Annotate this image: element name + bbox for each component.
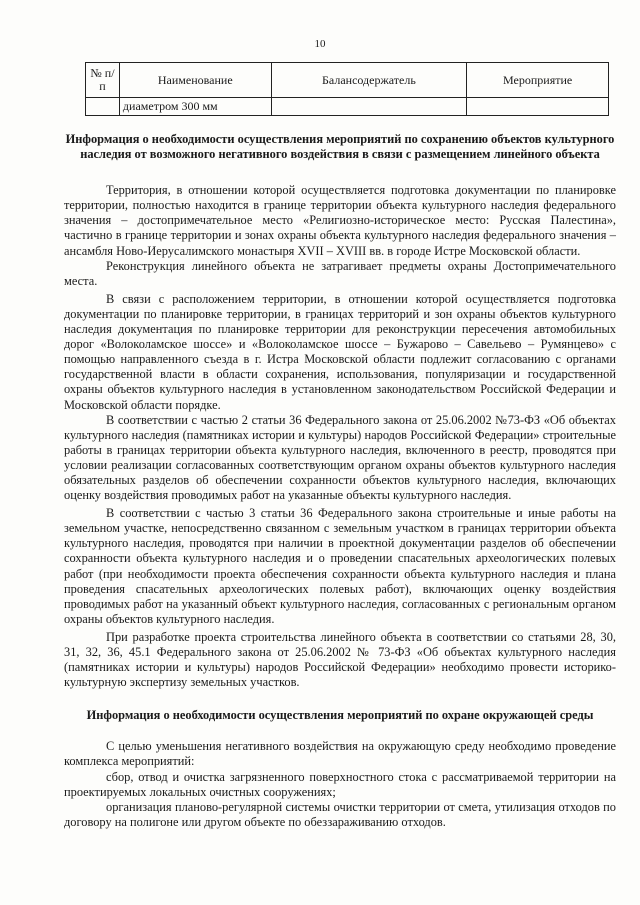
table-header-name: Наименование — [119, 63, 271, 98]
section-heading-environment: Информация о необходимости осуществления мероприятий по охране окружающей среды — [86, 708, 594, 723]
table-header-number: № п/п — [86, 63, 120, 98]
page-number: 10 — [314, 38, 326, 50]
paragraph: В соответствии с частью 2 статьи 36 Федерального закона от 25.06.2002 №73-ФЗ «Об объектах культурного наследия (памятниках истории и культуры) народов Российской Федерации» строительные работы в границах территории объекта культурного наследия, включенного в реестр, проводятся при условии реализации согласованных соответствующим органом охраны объектов культурного наследия обязательных разделов об обеспечении сохранности объектов культурного наследия, включающих оценку воздействия проводимых работ на указанные объекты культурного наследия. — [64, 412, 616, 503]
paragraph: сбор, отвод и очистка загрязненного поверхностного стока с рассматриваемой территории на проектируемых локальных очистных сооружениях; — [64, 769, 616, 799]
table-cell — [467, 98, 609, 116]
table-cell: диаметром 300 мм — [119, 98, 271, 116]
table-header-row — [86, 63, 609, 98]
paragraph: В соответствии с частью 3 статьи 36 Федерального закона строительные и иные работы на земельном участке, непосредственно связанном с земельным участком в границах территории объекта культурного наследия, проводятся при наличии в проектной документации разделов об обеспечении сохранности объекта культурного наследия и о проведении спасательных археологических полевых работ (при необходимости проекта обеспечения сохранности объекта культурного наследия и плана проведения спасательных археологических полевых работ), включающих оценку воздействия проводимых работ на указанный объект культурного наследия, согласованных с региональным органом охраны объектов культурного наследия. — [64, 506, 616, 626]
paragraph: В связи с расположением территории, в отношении которой осуществляется подготовка документации по планировке территории, в границах территорий и зон охраны объектов культурного наследия документация по планировке территории для реконструкции пересечения автомобильных дорог «Волоколамское шоссе» и «Волоколамское шоссе – Бужарово – Савельево – Румянцево» с помощью направленного съезда в г. Истра Московской области подлежит согласованию с органами государственной власти в области сохранения, использования, популяризации и государственной охраны объектов культурного наследия в установленном законодательством Российской Федерации и Московской области порядке. — [64, 291, 616, 412]
table-header-activity: Мероприятие — [467, 63, 609, 98]
table-cell — [271, 98, 467, 116]
table-row — [86, 98, 609, 116]
section-heading-cultural-heritage: Информация о необходимости осуществления мероприятий по сохранению объектов культурного наследия от возможного негативного воздействия в связи с размещением линейного объекта — [65, 132, 615, 162]
table-cell — [86, 98, 120, 116]
paragraph: организация планово-регулярной системы очистки территории от смета, утилизация отходов по договору на полигоне или другом объекте по обеззараживанию отходов. — [64, 799, 616, 829]
activities-table — [85, 62, 609, 116]
table-header-holder: Балансодержатель — [271, 63, 467, 98]
paragraph: Реконструкция линейного объекта не затрагивает предметы охраны Достопримечательного места. — [64, 258, 616, 288]
paragraph: Территория, в отношении которой осуществляется подготовка документации по планировке территории, полностью находится в границе территории объекта культурного наследия федерального значения – достопримечательное место «Религиозно-историческое место: Русская Палестина», частично в границе территории и зонах охраны объекта культурного наследия федерального значения – ансамбля Ново-Иерусалимского монастыря XVII – XVIII вв. в городе Истре Московской области. — [64, 183, 616, 258]
document-body — [64, 132, 616, 830]
paragraph: При разработке проекта строительства линейного объекта в соответствии со статьями 28, 30, 31, 32, 36, 45.1 Федерального закона от 25.06.2002 № 73-ФЗ «Об объектах культурного наследия (памятниках истории и культуры) народов Российской Федерации» необходимо провести историко-культурную экспертизу земельных участков. — [64, 629, 616, 690]
paragraph: С целью уменьшения негативного воздействия на окружающую среду необходимо проведение комплекса мероприятий: — [64, 739, 616, 769]
